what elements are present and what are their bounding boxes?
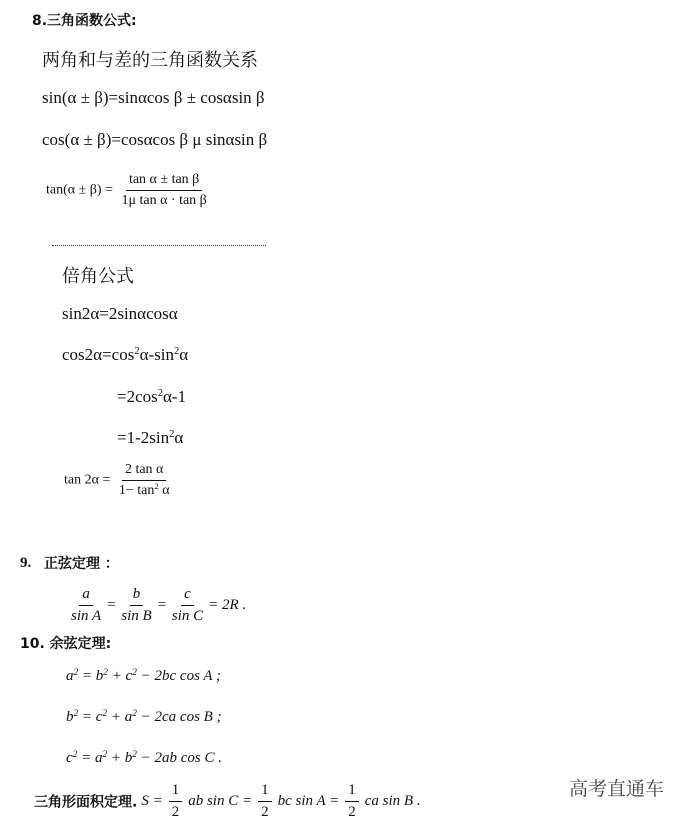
tan-sum-fraction — [118, 172, 209, 209]
sine-rule-fraction-a — [68, 586, 104, 625]
section-9-title: 正弦定理 ： — [44, 556, 119, 572]
superscript: 2 — [72, 749, 78, 760]
tan-sum-denominator: 1μ tan α · tan β — [121, 193, 207, 208]
cos2-part: =2cos — [117, 387, 158, 406]
numerator: 1 — [258, 782, 272, 802]
superscript: 2 — [169, 429, 175, 441]
cos2-part: -sin — [148, 345, 175, 364]
superscript: 2 — [154, 481, 159, 492]
den-part: α — [158, 483, 170, 498]
superscript: 2 — [132, 708, 137, 719]
sine-rule-fraction-c — [169, 586, 206, 625]
cos2-part: cos2α=cos — [62, 345, 135, 364]
section-9-number: 9. — [20, 555, 32, 571]
term: = c — [78, 709, 103, 725]
cos-double-line3 — [117, 428, 183, 448]
cos2-part: α-1 — [163, 387, 187, 406]
tan-sum-formula — [46, 172, 212, 209]
area-term-1: ab sin C = — [188, 793, 253, 809]
superscript: 2 — [73, 667, 79, 678]
denominator: sin B — [121, 608, 152, 624]
denominator: 2 — [261, 804, 269, 820]
sum-diff-heading: 两角和与差的三角函数关系 — [42, 50, 258, 71]
half-fraction — [345, 782, 359, 821]
area-term-2: bc sin A = — [277, 793, 340, 809]
cos-sum-formula: cos(α ± β)=cosαcos β μ sinαsin β — [42, 130, 268, 149]
sin-double-formula: sin2α=2sinαcosα — [62, 304, 178, 323]
term: + c — [107, 668, 133, 684]
superscript: 2 — [157, 388, 164, 400]
term: b — [66, 709, 74, 725]
tan-sum-lhs: tan(α ± β) = — [46, 182, 113, 198]
sine-rule-formula — [66, 586, 246, 625]
double-angle-heading: 倍角公式 — [62, 266, 134, 287]
cos2-part: =1-2sin — [117, 428, 170, 447]
cos2-part: α — [174, 428, 184, 447]
sine-rule-rhs: = 2R . — [208, 596, 247, 613]
term: + a — [107, 709, 133, 725]
denominator: 2 — [171, 804, 180, 820]
superscript: 2 — [132, 667, 137, 678]
tan-double-lhs: tan 2α = — [64, 472, 111, 488]
cos2-part: α — [139, 345, 149, 364]
cosine-rule-b — [66, 709, 222, 726]
superscript: 2 — [103, 667, 108, 678]
superscript: 2 — [102, 749, 108, 760]
term: − 2ca cos B ; — [136, 709, 222, 725]
cos-double-line2 — [117, 387, 186, 407]
section-divider — [52, 245, 266, 246]
term: a — [66, 668, 74, 684]
area-s: S = — [141, 793, 163, 809]
tan-double-fraction — [116, 462, 173, 499]
superscript: 2 — [134, 346, 140, 358]
denominator: sin A — [71, 608, 102, 624]
term: − 2bc cos A ; — [136, 668, 222, 684]
tan-double-denominator — [116, 481, 173, 499]
watermark: 高考直通车 — [568, 778, 664, 800]
cos2-part: α — [179, 345, 189, 364]
area-term-3: ca sin B . — [364, 793, 421, 809]
tan-double-formula — [64, 462, 175, 499]
term: + b — [107, 750, 133, 766]
superscript: 2 — [102, 708, 108, 719]
half-fraction — [258, 782, 272, 821]
cos-double-formula — [62, 345, 188, 365]
term: = a — [77, 750, 103, 766]
tan-sum-numerator: tan α ± tan β — [126, 172, 202, 191]
term: − 2ab cos C . — [136, 750, 223, 766]
equals: = — [106, 596, 117, 613]
numerator: c — [181, 586, 194, 606]
den-part: 1− tan — [118, 483, 155, 498]
superscript: 2 — [132, 749, 137, 760]
section-10-title: 10. 余弦定理: — [20, 636, 112, 652]
numerator: 1 — [345, 782, 359, 802]
numerator: 1 — [169, 782, 183, 802]
sine-rule-fraction-b — [118, 586, 154, 625]
denominator: 2 — [348, 804, 356, 820]
cosine-rule-c — [66, 750, 222, 767]
area-theorem-label: 三角形面积定理. — [34, 794, 138, 811]
superscript: 2 — [174, 346, 180, 358]
numerator: a — [79, 586, 93, 606]
tan-double-numerator: 2 tan α — [122, 462, 166, 481]
superscript: 2 — [73, 708, 79, 719]
area-theorem — [34, 782, 421, 821]
term: c — [66, 750, 73, 766]
numerator: b — [130, 586, 144, 606]
sin-sum-formula: sin(α ± β)=sinαcos β ± cosαsin β — [42, 88, 265, 107]
section-8-title: 8.三角函数公式: — [32, 13, 137, 29]
half-fraction — [169, 782, 183, 821]
equals: = — [156, 596, 167, 613]
cosine-rule-a — [66, 668, 221, 685]
term: = b — [78, 668, 104, 684]
denominator: sin C — [171, 608, 204, 624]
